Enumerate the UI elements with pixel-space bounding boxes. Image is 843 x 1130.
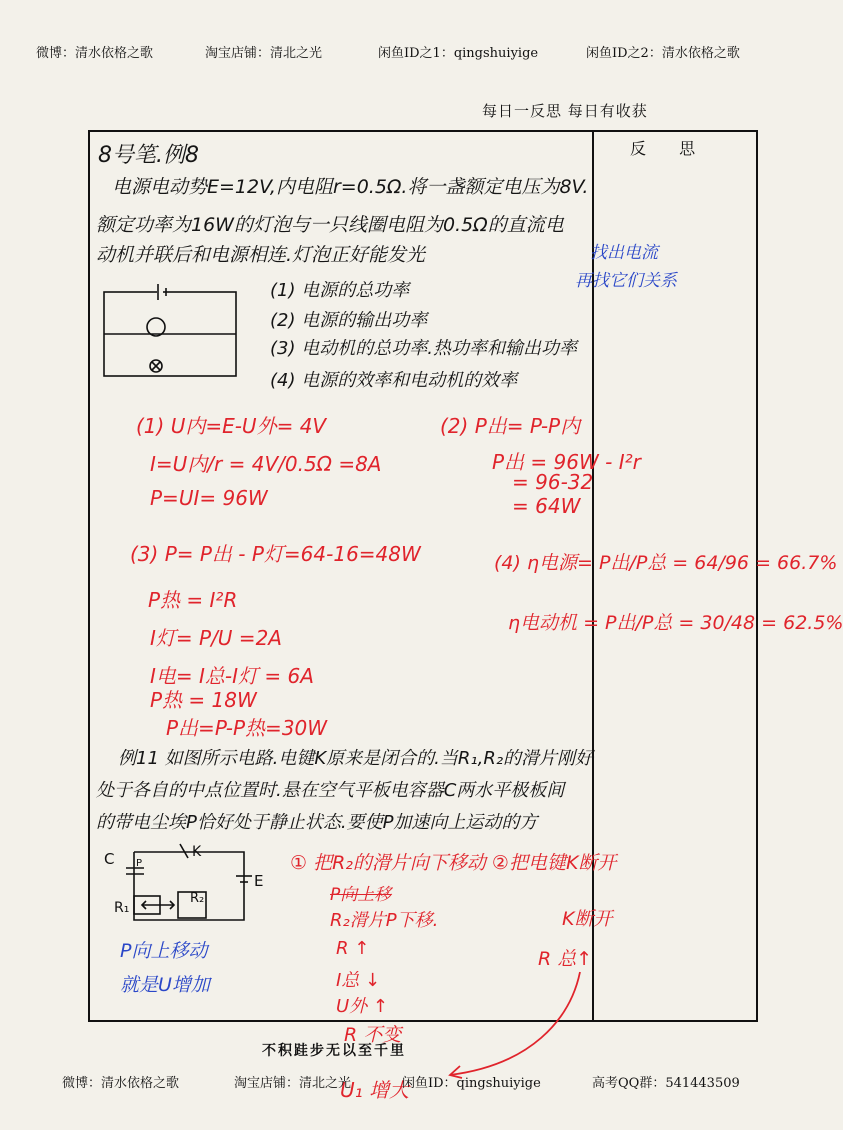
footer-qq: 高考QQ群：541443509 [592, 1076, 740, 1091]
solution-3d: I电= I总-I灯 = 6A [150, 664, 314, 688]
header-taobao: 淘宝店铺：清北之光 [205, 46, 323, 61]
circuit-label-e: E [254, 872, 264, 890]
problem11-answer: ① 把R₂的滑片向下移动 ②把电键K断开 [290, 852, 617, 874]
solution-3f: P出=P-P热=30W [166, 716, 328, 740]
header-xianyu2: 闲鱼ID之2：清水依格之歌 [586, 46, 740, 61]
problem-line-3: 动机并联后和电源相连.灯泡正好能发光 [96, 244, 426, 266]
solution-3c: I灯= P/U =2A [150, 626, 282, 650]
header-xianyu1: 闲鱼ID之1：qingshuiyige [378, 46, 539, 61]
red-arrow [440, 970, 590, 1080]
circuit-label-r1: R₁ [114, 900, 130, 916]
note-p-up: P向上移 [330, 885, 392, 905]
problem-line-2: 额定功率为16W的灯泡与一只线圈电阻为0.5Ω的直流电 [96, 214, 564, 236]
reflection-label: 反 思 [630, 139, 710, 158]
blue-note-1: P向上移动 [120, 940, 208, 962]
note-u-up: U外 ↑ [336, 996, 388, 1017]
note-r2-down: R₂滑片P下移. [330, 910, 439, 931]
solution-3e: P热 = 18W [150, 688, 257, 712]
solution-1b: I=U内/r = 4V/0.5Ω =8A [150, 452, 382, 476]
solution-1c: P=UI= 96W [150, 486, 268, 510]
question-4: (4) 电源的效率和电动机的效率 [270, 370, 518, 391]
solution-3a: (3) P= P出 - P灯=64-16=48W [130, 542, 421, 566]
problem-title: 8号笔.例8 [98, 143, 199, 168]
solution-3b: P热 = I²R [148, 588, 238, 612]
solution-1a: (1) U内=E-U外= 4V [136, 414, 327, 438]
side-note-line-2: 再找它们关系 [575, 271, 677, 291]
question-3: (3) 电动机的总功率.热功率和输出功率 [270, 338, 577, 359]
question-2: (2) 电源的输出功率 [270, 310, 428, 331]
circuit-label-c: C [104, 850, 115, 868]
note-u1-increase: U₁ 增大 [340, 1078, 410, 1102]
reflection-divider [592, 130, 594, 1022]
problem11-line-3: 的带电尘埃P恰好处于静止状态.要使P加速向上运动的方 [96, 812, 538, 833]
circuit-diagram-11 [104, 840, 280, 930]
solution-2a: (2) P出= P-P内 [440, 414, 581, 438]
solution-2c: = 96-32 [512, 470, 594, 494]
side-note-line-1: 找出电流 [590, 243, 658, 263]
bottom-motto: 不积跬步无以至千里 [262, 1043, 406, 1059]
question-1: (1) 电源的总功率 [270, 280, 410, 301]
circuit-diagram-8 [100, 282, 250, 382]
note-k-open: K断开 [562, 908, 613, 930]
blue-note-2: 就是U增加 [120, 974, 210, 996]
circuit-label-k: K [192, 844, 202, 860]
problem-line-1: 电源电动势E=12V,内电阻r=0.5Ω.将一盏额定电压为8V. [112, 176, 589, 198]
note-r-up: R ↑ [336, 938, 370, 959]
footer-xianyu: 闲鱼ID：qingshuiyige [402, 1076, 541, 1091]
problem11-line-1: 例11 如图所示电路.电键K原来是闭合的.当R₁,R₂的滑片刚好 [118, 748, 594, 769]
footer-weibo: 微博：清水依格之歌 [62, 1076, 180, 1091]
circuit-label-r2: R₂ [190, 891, 205, 906]
note-r-constant: R 不变 [344, 1024, 402, 1046]
footer-taobao: 淘宝店铺：清北之光 [234, 1076, 352, 1091]
solution-2b: P出 = 96W - I²r [492, 450, 641, 474]
circuit-label-p: P [136, 858, 143, 869]
daily-motto: 每日一反思 每日有收获 [482, 102, 648, 120]
solution-4a: (4) η电源= P出/P总 = 64/96 = 66.7% [494, 552, 838, 574]
note-i-down: I总 ↓ [336, 970, 381, 991]
solution-2d: = 64W [512, 494, 581, 518]
problem11-line-2: 处于各自的中点位置时.悬在空气平板电容器C两水平极板间 [96, 780, 565, 801]
page-header [0, 42, 800, 72]
solution-4b: η电动机 = P出/P总 = 30/48 = 62.5% [508, 612, 843, 634]
header-weibo: 微博：清水依格之歌 [36, 46, 154, 61]
note-r-total-up: R 总↑ [538, 948, 593, 970]
page-footer [0, 1072, 800, 1102]
